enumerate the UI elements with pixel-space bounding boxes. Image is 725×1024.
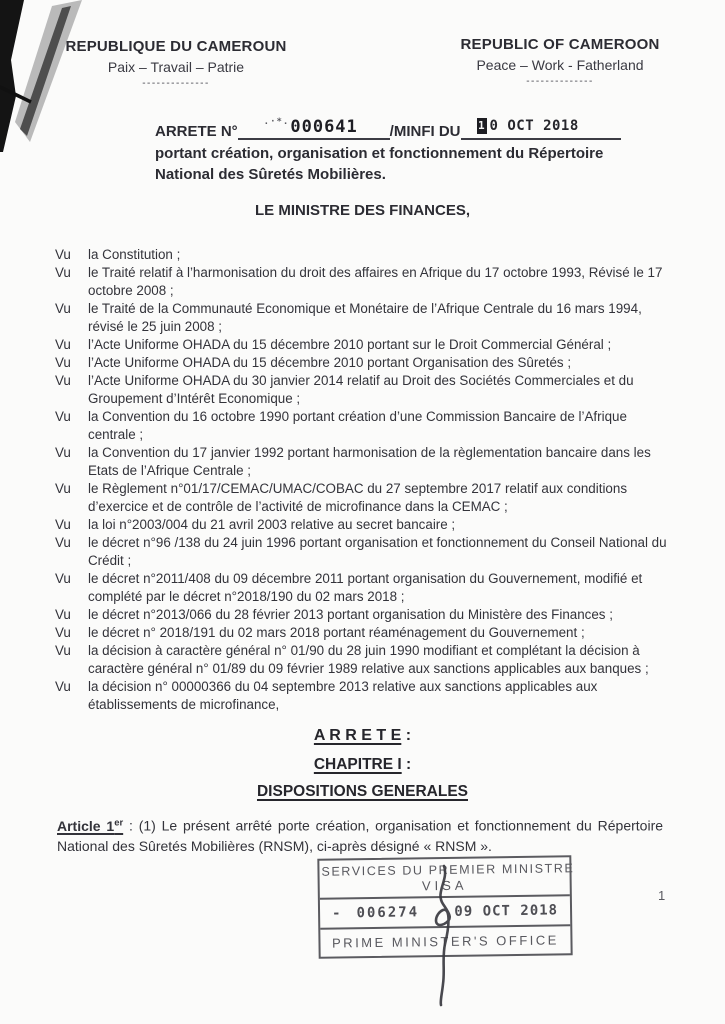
divider-dashes-en: -------------- [526, 76, 594, 87]
visa-stamp [317, 855, 575, 959]
recital-row [55, 534, 669, 570]
vu-label: Vu [55, 355, 71, 370]
recital-text: la décision à caractère général n° 01/90 du 28 juin 1990 modifiant et complétant la décision à caractère général n° 01/89 du 09 février 1989 relative aux sanctions applicables aux banques ; [88, 643, 649, 676]
country-name-fr: REPUBLIQUE DU CAMEROUN [65, 38, 287, 55]
vu-label: Vu [55, 625, 71, 640]
recital-row [55, 408, 669, 444]
recital-text: la Convention du 17 janvier 1992 portant harmonisation de la règlementation bancaire dans les Etats de l’Afrique Centrale ; [88, 445, 651, 478]
decree-subject [155, 143, 695, 185]
recital-row [55, 372, 669, 408]
country-name-en: REPUBLIC OF CAMEROON [460, 36, 660, 53]
recital-row [55, 264, 669, 300]
subject-line-2: National des Sûretés Mobilières. [155, 166, 386, 183]
recital-row [55, 480, 669, 516]
recital-row [55, 516, 669, 534]
vu-label: Vu [55, 337, 71, 352]
chapter-heading-colon: : [401, 756, 412, 773]
vu-label: Vu [55, 679, 71, 694]
recitals-list [55, 246, 669, 714]
stamp-registration-number: 006274 [356, 904, 420, 922]
section-headings [0, 727, 725, 801]
arrete-heading-text: A R R E T E [313, 727, 402, 744]
recital-row [55, 300, 669, 336]
arrete-number-prefix: ARRETE N° [155, 123, 238, 140]
arrete-heading-colon: : [401, 727, 412, 744]
stamp-dash: - [331, 905, 343, 922]
vu-label: Vu [55, 301, 71, 316]
recital-row [55, 336, 669, 354]
vu-label: Vu [55, 607, 71, 622]
minfi-du-label: /MINFI DU [389, 123, 461, 140]
decree-title-block [155, 112, 695, 185]
vu-label: Vu [55, 445, 71, 460]
vu-label: Vu [55, 517, 71, 532]
vu-label: Vu [55, 535, 71, 550]
recital-text: le décret n° 2018/191 du 02 mars 2018 portant réaménagement du Gouvernement ; [88, 625, 585, 640]
minister-heading: LE MINISTRE DES FINANCES, [254, 202, 471, 219]
vu-label: Vu [55, 481, 71, 496]
date-blank-line [461, 114, 621, 140]
decree-number-line [155, 112, 695, 140]
recital-text: le décret n°96 /138 du 24 juin 1996 portant organisation et fonctionnement du Conseil National du Crédit ; [88, 535, 667, 568]
decree-date-stamp [477, 118, 579, 134]
article-1-ordinal: er [114, 817, 124, 828]
arrete-heading [0, 727, 725, 745]
dispositions-heading-text: DISPOSITIONS GENERALES [256, 783, 468, 800]
recital-text: le Traité relatif à l’harmonisation du droit des affaires en Afrique du 17 octobre 1993, Révisé le 17 octobre 2008 ; [88, 265, 663, 298]
subject-line-1: portant création, organisation et fonctionnement du Répertoire [155, 145, 604, 162]
recital-text: le Règlement n°01/17/CEMAC/UMAC/COBAC du 27 septembre 2017 relatif aux conditions d’exercice et de contrôle de l’activité de microfinance dans la CEMAC ; [88, 481, 628, 514]
vu-label: Vu [55, 247, 71, 262]
vu-label: Vu [55, 265, 71, 280]
page-number: 1 [658, 888, 666, 903]
article-1-text: (1) Le présent arrêté porte création, organisation et fonctionnement du Répertoire National des Sûretés Mobilières (RNSM), ci-après désigné « RNSM ». [57, 817, 664, 854]
recital-row [55, 678, 669, 714]
number-blank-line [238, 114, 390, 140]
recital-row [55, 444, 669, 480]
stamp-office-line: PRIME MINISTER'S OFFICE [331, 932, 559, 951]
dispositions-heading [0, 783, 725, 801]
article-1-paragraph [57, 813, 663, 856]
recital-text: l’Acte Uniforme OHADA du 15 décembre 2010 portant sur le Droit Commercial Général ; [88, 337, 612, 352]
stamp-number-row [320, 894, 570, 929]
recital-text: la décision n° 00000366 du 04 septembre 2013 relative aux sanctions applicables aux établissements de microfinance, [88, 679, 598, 712]
vu-label: Vu [55, 571, 71, 586]
vu-label: Vu [55, 409, 71, 424]
recital-row [55, 624, 669, 642]
recital-row [55, 354, 669, 372]
stamp-visa-label: VISA [421, 877, 468, 894]
recital-text: la loi n°2003/004 du 21 avril 2003 relative au secret bancaire ; [88, 517, 456, 532]
chapter-heading-text: CHAPITRE I [313, 756, 402, 773]
date-stamp-smudge: 1 [477, 119, 486, 132]
stamp-date: 09 OCT 2018 [454, 902, 559, 920]
article-1-label-text: Article 1 [57, 817, 115, 834]
article-1-label [57, 818, 123, 834]
decree-number-stamp [264, 117, 358, 137]
decree-number: 000641 [290, 117, 358, 137]
motto-fr: Paix – Travail – Patrie [107, 59, 245, 75]
article-1-colon: : [123, 817, 139, 834]
recital-text: le décret n°2013/066 du 28 février 2013 portant organisation du Ministère des Finances ; [88, 607, 613, 622]
decree-date: 0 OCT 2018 [489, 118, 579, 134]
stamp-services-line: SERVICES DU PREMIER MINISTRE [321, 861, 575, 879]
recital-row [55, 606, 669, 624]
recital-text: le Traité de la Communauté Economique et Monétaire de l’Afrique Centrale du 16 mars 1994, révisé le 25 juin 2008 ; [88, 301, 642, 334]
vu-label: Vu [55, 643, 71, 658]
header-french [58, 38, 294, 89]
vu-label: Vu [55, 373, 71, 388]
recital-text: l’Acte Uniforme OHADA du 30 janvier 2014 relatif au Droit des Sociétés Commerciales et du Groupement d’Intérêt Economique ; [88, 373, 634, 406]
recital-text: la Convention du 16 octobre 1990 portant création d’une Commission Bancaire de l’Afrique centrale ; [88, 409, 627, 442]
recital-row [55, 246, 669, 264]
recital-text: l’Acte Uniforme OHADA du 15 décembre 2010 portant Organisation des Sûretés ; [88, 355, 572, 370]
recital-row [55, 570, 669, 606]
recital-text: le décret n°2011/408 du 09 décembre 2011 portant organisation du Gouvernement, modifié et complété par le décret n°2018/190 du 02 mars 2018 ; [88, 571, 643, 604]
recital-row [55, 642, 669, 678]
stamp-ink-marks: .·*. [263, 117, 290, 127]
divider-dashes-fr: -------------- [142, 78, 210, 89]
recital-text: la Constitution ; [88, 247, 181, 262]
header-english [438, 36, 682, 87]
chapter-heading [0, 756, 725, 774]
motto-en: Peace – Work - Fatherland [476, 57, 644, 73]
